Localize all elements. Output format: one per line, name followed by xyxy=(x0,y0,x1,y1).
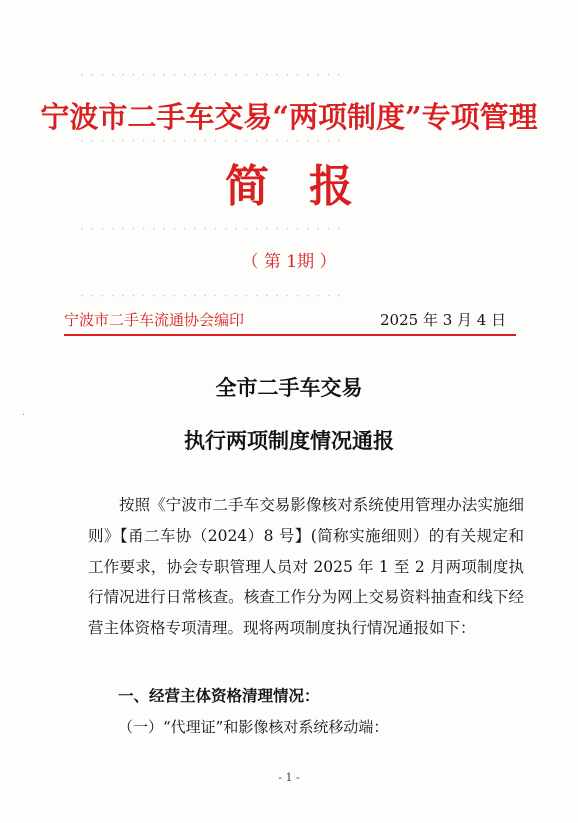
article-title-line1: 全市二手车交易 xyxy=(215,375,363,400)
publish-date: 2025 年 3 月 4 日 xyxy=(380,311,507,329)
masthead-title: 宁波市二手车交易“两项制度”专项管理 xyxy=(40,100,538,134)
section-heading: 一、经营主体资格清理情况： xyxy=(118,687,320,705)
scan-mark: · xyxy=(22,410,26,421)
page-number: - 1 - xyxy=(278,771,300,784)
bleed-through-line: · · · · · · · · · · · · · · · · · · · · · · · · · · xyxy=(80,222,342,237)
article-title-line2: 执行两项制度情况通报 xyxy=(184,428,394,453)
header-divider xyxy=(64,334,516,336)
bleed-through-line: · · · · · · · · · · · · · · · · · · · · · · · · · · xyxy=(80,134,342,149)
bleed-through-line: · · · · · · · · · · · · · · · · · · · · · · · · · · xyxy=(80,68,342,83)
article-body xyxy=(88,490,524,644)
bleed-through-line: · · · · · · · · · · · · · · · · · · · · · · · · · · xyxy=(80,289,342,304)
subsection-heading: （一）“代理证”和影像核对系统移动端： xyxy=(118,718,389,736)
issue-number: （ 第 1期 ） xyxy=(241,252,337,272)
bulletin-title: 简报 xyxy=(225,161,393,212)
article-paragraph: 按照《宁波市二手车交易影像核对系统使用管理办法实施细则》【甬二车协（2024）8 号】(简称实施细则）的有关规定和工作要求，协会专职管理人员对 2025 年 1 至 2 月两项制度执行情况进行日常核查。核查工作分为网上交易资料抽查和线下经营主体资格专项清理。现将两项制度执行情况通报如下： xyxy=(88,496,524,638)
publisher-name: 宁波市二手车流通协会编印 xyxy=(64,311,245,329)
